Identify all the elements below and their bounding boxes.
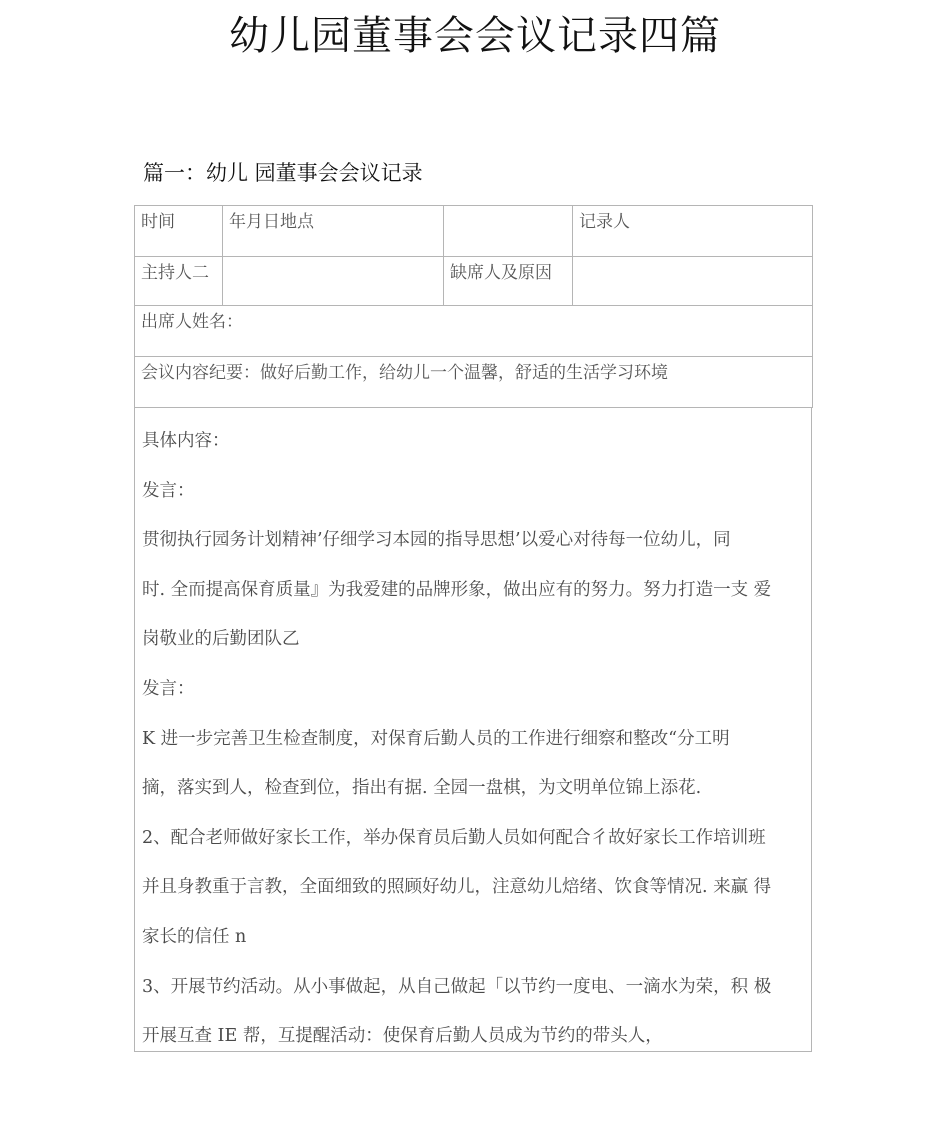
content-line: 并且身教重于言教，全面细致的照顾好幼儿，注意幼儿焙绪、饮食等情况. 来赢 得 bbox=[142, 877, 772, 898]
place-value bbox=[444, 206, 573, 257]
meeting-summary: 会议内容纪要：做好后勤工作，给幼儿一个温馨，舒适的生活学习环境 bbox=[135, 357, 813, 408]
meeting-info-table bbox=[134, 205, 813, 408]
table-row bbox=[135, 357, 813, 408]
table-row bbox=[135, 306, 813, 357]
content-line: 贯彻执行园务计划精神’仔细学习本园的指导思想’以爱心对待每一位幼儿，同 bbox=[142, 530, 731, 551]
content-line: 发言： bbox=[142, 480, 195, 501]
time-label: 时间 bbox=[135, 206, 223, 257]
section-heading: 篇一：幼儿 园董事会会议记录 bbox=[143, 161, 423, 185]
absent-label: 缺席人及原因 bbox=[444, 257, 573, 306]
table-row bbox=[135, 257, 813, 306]
absent-value bbox=[573, 257, 813, 306]
meeting-content bbox=[134, 408, 812, 1052]
recorder-label: 记录人 bbox=[573, 206, 813, 257]
document-title: 幼儿园董事会会议记录四篇 bbox=[229, 13, 721, 59]
content-line: 时. 全而提高保育质量』为我爱建的品牌形象，做出应有的努力。努力打造一支 爱 bbox=[142, 579, 772, 600]
attendees-label: 出席人姓名： bbox=[135, 306, 813, 357]
content-line: 3、开展节约活动。从小事做起，从自己做起「以节约一度电、一滴水为荣，积 极 bbox=[142, 976, 772, 997]
content-line: 具体内容： bbox=[142, 431, 230, 451]
content-line: K 进一步完善卫生检查制度，对保育后勤人员的工作进行细察和整改“分工明 bbox=[142, 728, 730, 749]
content-line: 家长的信任 n bbox=[142, 926, 247, 947]
host-value bbox=[223, 257, 444, 306]
content-line: 2、配合老师做好家长工作，举办保育员后勤人员如何配合彳故好家长工作培训班 bbox=[142, 827, 766, 848]
content-line: 开展互查 IE 帮，互提醒活动：使保育后勤人员成为节约的带头人， bbox=[142, 1026, 663, 1047]
table-row bbox=[135, 206, 813, 257]
host-label: 主持人二 bbox=[135, 257, 223, 306]
content-line: 岗敬业的后勤团队乙 bbox=[142, 629, 300, 650]
content-line: 摘，落实到人，检查到位，指出有据. 全园一盘棋，为文明单位锦上添花. bbox=[142, 778, 702, 799]
content-line: 发言： bbox=[142, 678, 195, 699]
date-place-label: 年月日地点 bbox=[223, 206, 444, 257]
